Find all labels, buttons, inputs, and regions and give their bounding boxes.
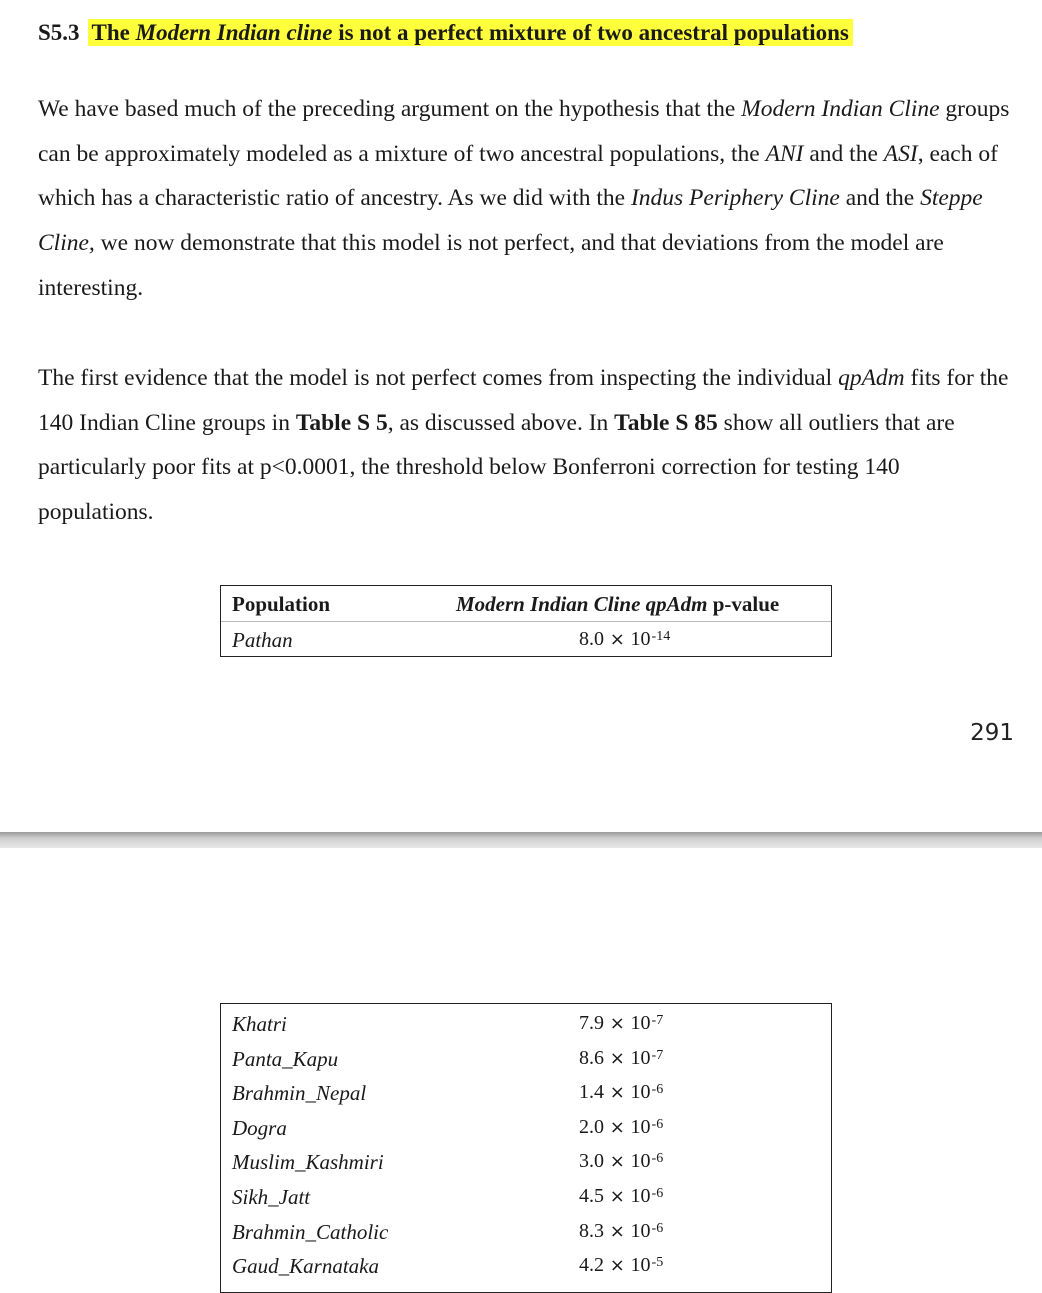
section-title-highlight: [88, 19, 853, 46]
population-name: Sikh_Jatt: [232, 1185, 311, 1209]
page-number: 291: [970, 720, 1014, 746]
section-title-emphasis: Modern Indian cline: [135, 20, 333, 45]
p-value: $7.9 \times 10^{-7}$: [579, 1012, 664, 1034]
p-value: $8.0 \times 10^{-14}$: [579, 628, 671, 650]
table-row: [221, 622, 831, 657]
population-name: Dogra: [232, 1115, 287, 1140]
table-row: [221, 1179, 831, 1214]
p-value: $4.5 \times 10^{-6}$: [579, 1185, 664, 1207]
p-value: $3.0 \times 10^{-6}$: [579, 1150, 664, 1173]
population-name: Pathan: [232, 628, 293, 652]
population-name: Brahmin_Catholic: [232, 1219, 389, 1244]
p-value: $2.0 \times 10^{-6}$: [579, 1115, 664, 1138]
population-name: Khatri: [232, 1012, 287, 1036]
p-value: $8.6 \times 10^{-7}$: [579, 1046, 664, 1069]
table-row: [221, 1144, 831, 1179]
section-title-post: is not a perfect mixture of two ancestral populations: [332, 20, 849, 45]
population-name: Gaud_Karnataka: [232, 1254, 379, 1279]
p-value: $8.3 \times 10^{-6}$: [579, 1219, 664, 1242]
column-header-population: Population: [232, 592, 331, 616]
table-row: [221, 1214, 831, 1249]
population-name: Muslim_Kashmiri: [232, 1150, 384, 1175]
population-name: Brahmin_Nepal: [232, 1081, 367, 1106]
page-separator: [0, 832, 1042, 848]
outlier-table-part2: [220, 1003, 832, 1293]
table-header: [221, 586, 831, 622]
table-row: [221, 1041, 831, 1076]
p-value: $1.4 \times 10^{-6}$: [579, 1081, 664, 1104]
section-heading: [38, 20, 853, 46]
population-name: Panta_Kapu: [232, 1046, 339, 1071]
section-title-pre: The: [91, 20, 136, 45]
column-header-pvalue: Modern Indian Cline qpAdm p-value: [456, 592, 780, 616]
paragraph-evidence: The first evidence that the model is not perfect comes from inspecting the individual qpAdm fits for the 140 Indian Cline groups in Table S 5, as discussed above. In Table S 85 show all outliers that are particularly poor fits at p<0.0001, the threshold below Bonferroni correction for testing 140 populations.: [38, 365, 1009, 526]
outlier-table-part1: [220, 585, 832, 657]
paragraph-model-hypothesis: We have based much of the preceding argument on the hypothesis that the Modern Indian Cline groups can be approximately modeled as a mixture of two ancestral populations, the ANI and the ASI, each of which has a characteristic ratio of ancestry. As we did with the Indus Periphery Cline and the Steppe Cline, we now demonstrate that this model is not perfect, and that deviations from the model are interesting.: [38, 96, 1010, 301]
table-row: [221, 1006, 831, 1041]
section-number: S5.3: [38, 20, 80, 45]
p-value: $4.2 \times 10^{-5}$: [579, 1254, 664, 1277]
table-row: [221, 1248, 831, 1283]
table-row: [221, 1110, 831, 1145]
table-row: [221, 1075, 831, 1110]
